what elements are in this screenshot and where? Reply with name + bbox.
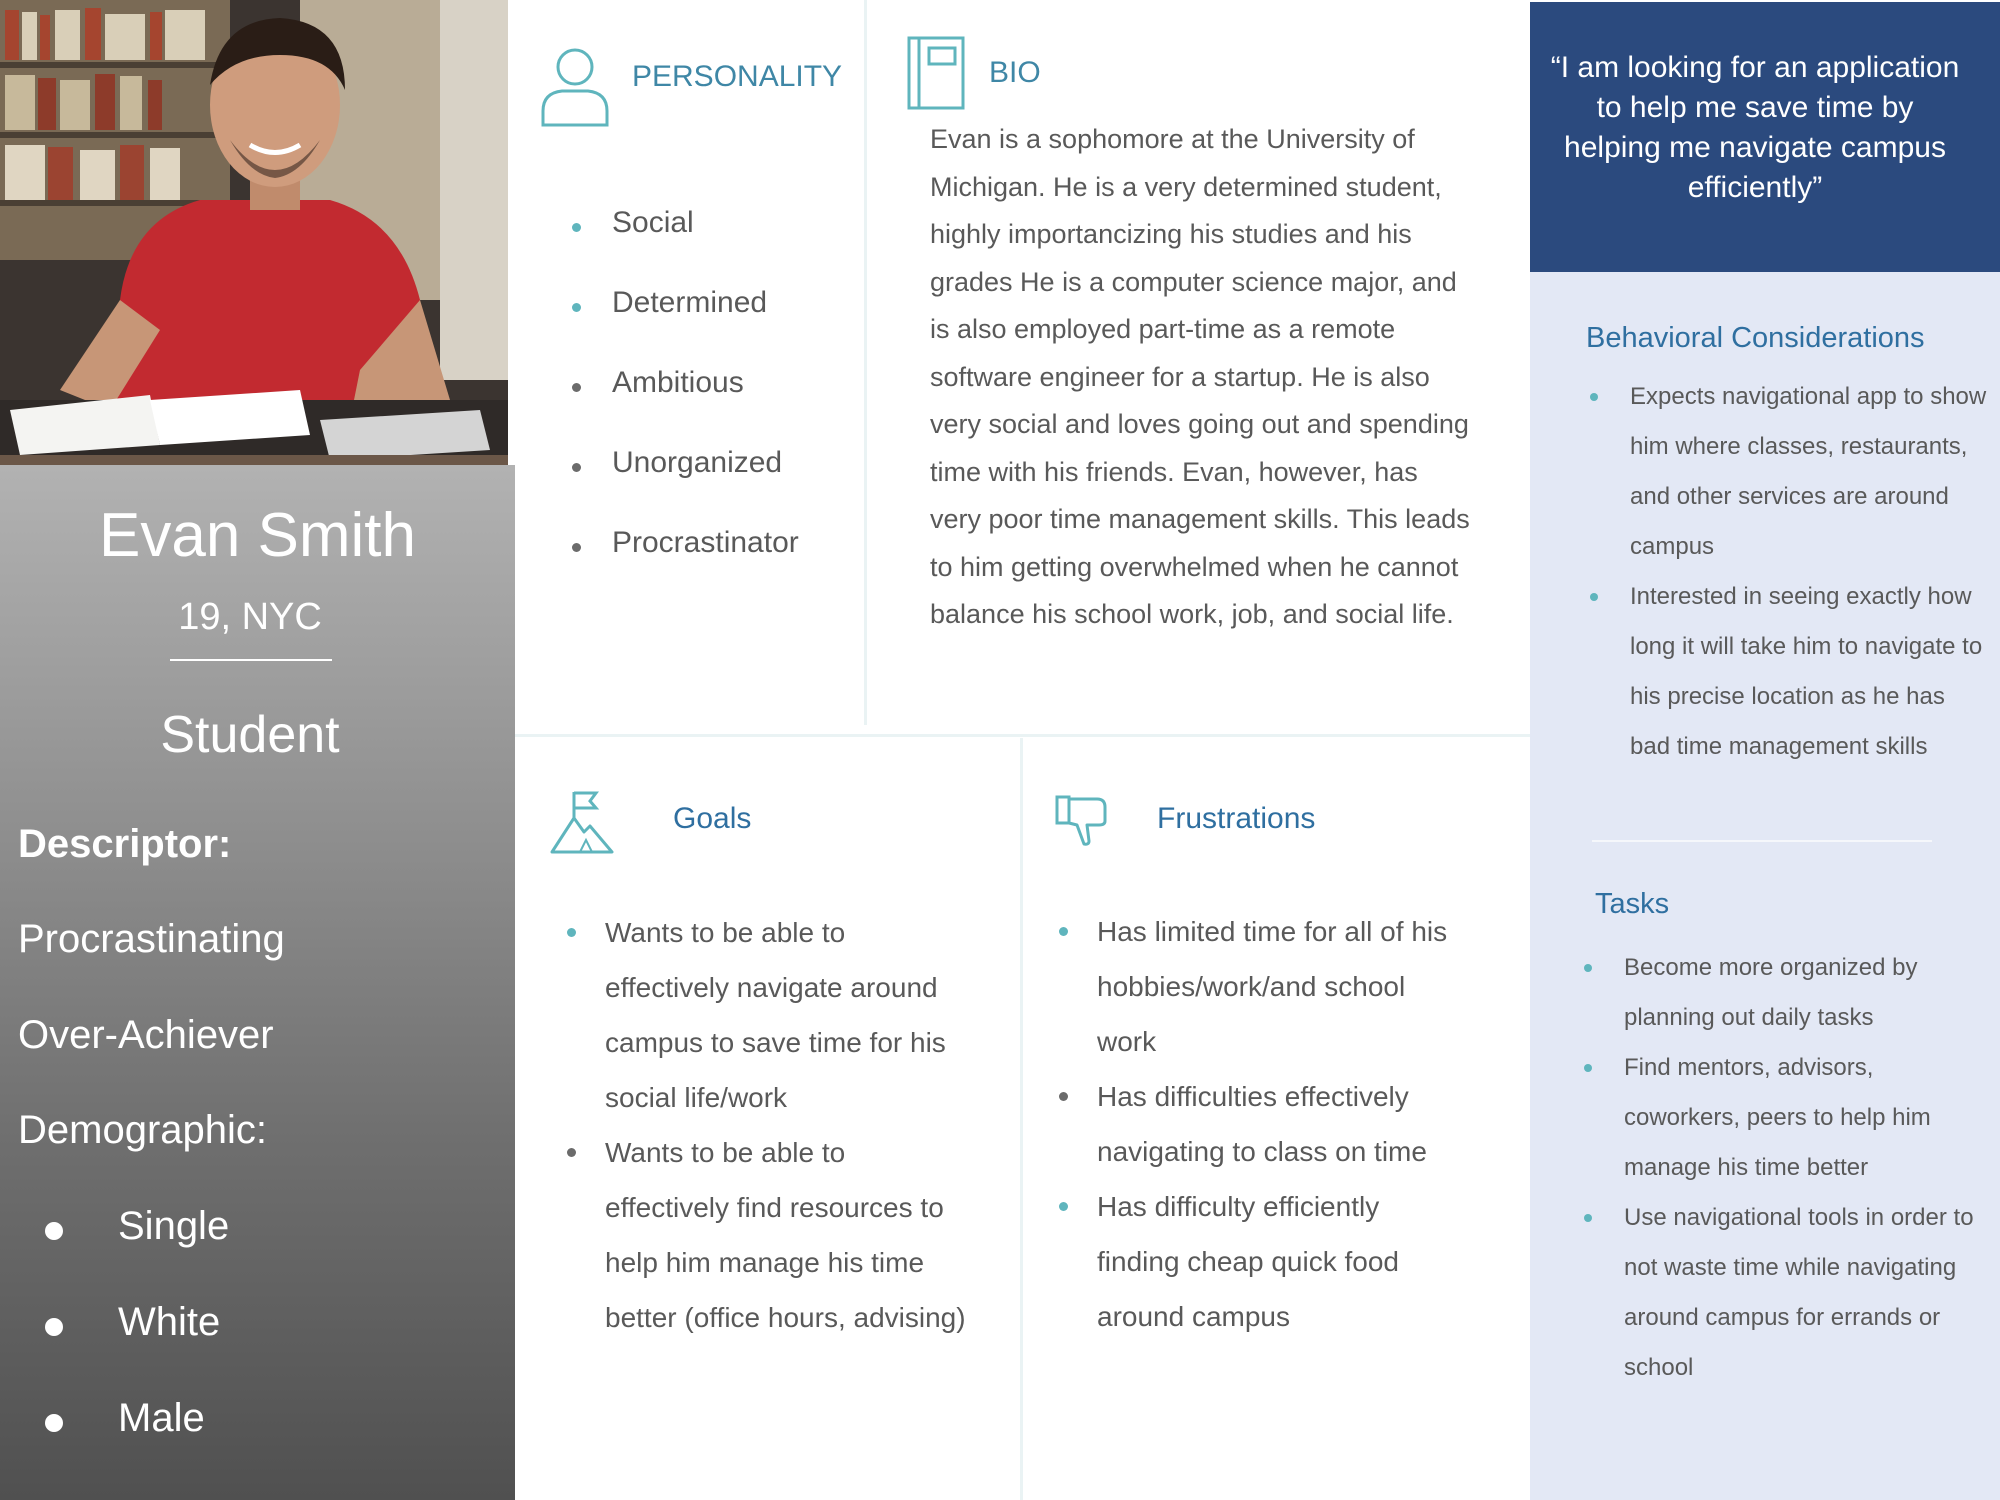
bullet-icon: [567, 1148, 576, 1157]
divider: [1020, 738, 1023, 1500]
book-icon: [907, 36, 965, 110]
bullet-icon: [1059, 927, 1068, 936]
bullet-icon: [572, 543, 581, 552]
bullet-icon: [572, 303, 581, 312]
bullet-icon: [1590, 393, 1598, 401]
behavioral-list: [1590, 372, 1990, 772]
personality-trait: Determined: [572, 286, 799, 366]
tasks-list: [1584, 943, 1984, 1393]
personality-trait: Procrastinator: [572, 526, 799, 606]
frustrations-list: [1059, 904, 1459, 1344]
demographic-item-label: Single: [118, 1204, 230, 1248]
demographic-item-label: White: [118, 1300, 221, 1344]
bullet-icon: [572, 223, 581, 232]
thumbs-down-icon: [1055, 795, 1109, 847]
bullet-icon: [1059, 1202, 1068, 1211]
personality-list: [572, 206, 799, 606]
bio-text: Evan is a sophomore at the University of Michigan. He is a very determined student, highly importancizing his studies and his grades He is a computer science major, and is also employed part-time as a remote software engineer for a startup. He is also very social and loves going out and spending time with his friends. Evan, however, has very poor time management skills. This leads to him getting overwhelmed when he cannot balance his school work, job, and social life.: [930, 124, 1470, 629]
persona-age-location: 19, NYC: [178, 596, 322, 638]
profile-photo: [0, 0, 508, 465]
personality-trait: Social: [572, 206, 799, 286]
frustrations-title: Frustrations: [1157, 802, 1316, 835]
persona-name: Evan Smith: [98, 501, 417, 570]
task-item: Use navigational tools in order to not waste time while navigating around campus for errands or school: [1584, 1193, 1984, 1393]
bullet-icon: [572, 383, 581, 392]
persona-occupation: Student: [160, 706, 340, 764]
bullet-icon: [1584, 964, 1592, 972]
descriptor-label: Descriptor:: [18, 822, 232, 866]
divider: [515, 734, 1530, 737]
tasks-title: Tasks: [1595, 888, 1670, 920]
behavioral-item: Expects navigational app to show him where classes, restaurants, and other services are around campus: [1590, 372, 1990, 572]
frustration-item: Has limited time for all of his hobbies/work/and school work: [1059, 904, 1459, 1069]
demographic-label: Demographic:: [18, 1108, 268, 1152]
bullet-icon: [567, 928, 576, 937]
person-outline-icon: [540, 45, 610, 130]
descriptor-item: Over-Achiever: [18, 1013, 274, 1057]
behavioral-item: Interested in seeing exactly how long it will take him to navigate to his precise location as he has bad time management skills: [1590, 572, 1990, 772]
bullet-icon: [1059, 1092, 1068, 1101]
divider: [170, 659, 332, 661]
bio-title: BIO: [989, 56, 1041, 89]
goals-list: [567, 905, 967, 1345]
personality-trait: Ambitious: [572, 366, 799, 446]
mountain-flag-icon: [550, 790, 614, 854]
bullet-icon: [1584, 1064, 1592, 1072]
bullet-icon: [572, 463, 581, 472]
goals-title: Goals: [673, 802, 752, 835]
bullet-icon: [45, 1318, 63, 1336]
behavioral-title: Behavioral Considerations: [1586, 322, 1925, 354]
bullet-icon: [45, 1414, 63, 1432]
goal-item: Wants to be able to effectively navigate around campus to save time for his social life/work: [567, 905, 967, 1125]
divider: [1592, 840, 1932, 842]
bullet-icon: [1584, 1214, 1592, 1222]
profile-panel: [0, 0, 515, 1500]
divider: [864, 0, 867, 725]
personality-title: PERSONALITY: [632, 60, 843, 93]
persona-quote: “I am looking for an application to help me save time by helping me navigate campus efficiently”: [1550, 51, 1960, 204]
descriptor-item: Procrastinating: [18, 917, 285, 961]
bullet-icon: [45, 1222, 63, 1240]
goal-item: Wants to be able to effectively find resources to help him manage his time better (office hours, advising): [567, 1125, 967, 1345]
task-item: Find mentors, advisors, coworkers, peers to help him manage his time better: [1584, 1043, 1984, 1193]
bullet-icon: [1590, 593, 1598, 601]
frustration-item: Has difficulty efficiently finding cheap quick food around campus: [1059, 1179, 1459, 1344]
frustration-item: Has difficulties effectively navigating to class on time: [1059, 1069, 1459, 1179]
personality-trait: Unorganized: [572, 446, 799, 526]
task-item: Become more organized by planning out daily tasks: [1584, 943, 1984, 1043]
demographic-item-label: Male: [118, 1396, 205, 1440]
